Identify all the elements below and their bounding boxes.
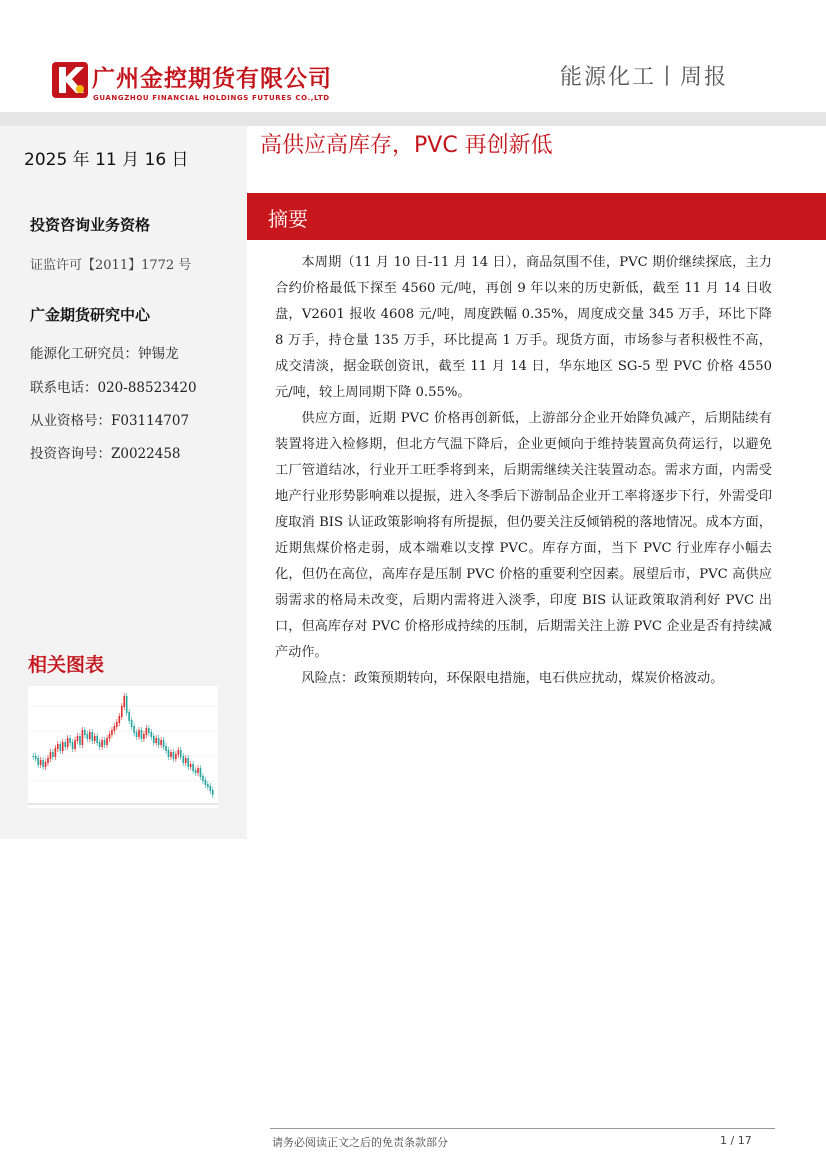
summary-body — [275, 250, 772, 692]
candle-body — [72, 742, 74, 749]
company-name-cn: 广州金控期货有限公司 — [92, 66, 332, 92]
candle-body — [79, 736, 81, 745]
footer-disclaimer: 请务必阅读正文之后的免责条款部分 — [272, 1136, 448, 1149]
summary-paragraph-outlook: 供应方面，近期 PVC 价格再创新低，上游部分企业开始降负减产，后期陆续有装置将进入检修期，但北方气温下降后，企业更倾向于维持装置高负荷运行，以避免工厂管道结冰，行业开工旺季将到来，后期需继续关注装置动态。需求方面，内需受地产行业形势影响难以提振，进入冬季后下游制品企业开工率将逐步下行，外需受印度取消 BIS 认证政策影响将有所提振，但仍要关注反倾销税的落地情况。成本方面，近期焦煤价格走弱，成本端难以支撑 PVC。库存方面，当下 PVC 行业库存小幅去化，但仍在高位，高库存是压制 PVC 价格的重要利空因素。展望后市，PVC 高供应弱需求的格局未改变，后期内需将进入淡季，印度 BIS 认证政策取消利好 PVC 出口，但高库存对 PVC 价格形成持续的压制，后期需关注上游 PVC 企业是否有持续减产动作。 — [275, 411, 772, 660]
candle-body — [42, 760, 44, 767]
candle-body — [207, 784, 209, 787]
candle-body — [202, 776, 204, 781]
report-date: 2025 年 11 月 16 日 — [24, 150, 189, 170]
summary-paragraph-risk: 风险点：政策预期转向，环保限电措施，电石供应扰动，煤炭价格波动。 — [301, 671, 724, 686]
related-charts-title: 相关图表 — [28, 654, 105, 676]
candle-body — [111, 730, 113, 735]
candle-body — [99, 742, 101, 747]
contact-phone: 联系电话：020-88523420 — [30, 380, 197, 396]
candle-body — [170, 752, 172, 757]
candle-body — [59, 744, 61, 751]
candle-body — [173, 752, 175, 759]
candle-body — [131, 720, 133, 727]
candle-body — [187, 758, 189, 767]
candle-body — [40, 760, 42, 765]
qualification-title: 投资咨询业务资格 — [30, 216, 151, 234]
candle-body — [121, 706, 123, 717]
candle-body — [101, 740, 103, 747]
candle-body — [77, 736, 79, 741]
company-name-en: GUANGZHOU FINANCIAL HOLDINGS FUTURES CO.,LTD — [93, 94, 330, 102]
candle-body — [109, 734, 111, 739]
candle-body — [62, 742, 64, 751]
candle-body — [168, 750, 170, 757]
candle-body — [143, 734, 145, 739]
candle-body — [150, 732, 152, 737]
candle-body — [141, 730, 143, 739]
report-title: 高供应高库存，PVC 再创新低 — [260, 133, 553, 158]
candle-body — [52, 752, 54, 757]
company-logo-icon — [52, 62, 88, 98]
related-chart-thumbnail — [28, 686, 218, 808]
candle-body — [74, 740, 76, 749]
candle-body — [47, 758, 49, 763]
candle-body — [160, 740, 162, 745]
candle-body — [212, 790, 214, 795]
candle-body — [138, 730, 140, 737]
analyst-name: 能源化工研究员：钟锡龙 — [30, 346, 179, 362]
candle-body — [128, 712, 130, 721]
candle-body — [180, 750, 182, 757]
candle-body — [87, 734, 89, 739]
candle-body — [104, 740, 106, 745]
candle-body — [158, 738, 160, 745]
advisory-license: 投资咨询号：Z0022458 — [30, 446, 181, 462]
candle-body — [200, 768, 202, 777]
candle-body — [178, 750, 180, 755]
candle-body — [50, 752, 52, 759]
candle-body — [94, 736, 96, 741]
research-center: 广金期货研究中心 — [30, 306, 151, 324]
candle-body — [67, 738, 69, 747]
candle-body — [209, 786, 211, 791]
candle-body — [195, 770, 197, 773]
candle-body — [116, 722, 118, 727]
summary-paragraph-market: 本周期（11 月 10 日-11 月 14 日），商品氛围不佳，PVC 期价继续探底，主力合约价格最低下探至 4560 元/吨，再创 9 年以来的历史新低，截至 11 月 14 日收盘，V2601 报收 4608 元/吨，周度跌幅 0.35%，周度成交量 345 万手，环比下降 8 万手，持仓量 135 万手，环比提高 1 万手。现货方面，市场参与者积极性不高，成交清淡，据金联创资讯，截至 11 月 14 日，华东地区 SG-5 型 PVC 价格 4550 元/吨，较上周同期下降 0.55%。 — [275, 255, 772, 400]
candle-body — [205, 780, 207, 785]
candle-body — [55, 748, 57, 757]
candle-body — [37, 758, 39, 765]
candle-body — [182, 756, 184, 763]
candle-body — [69, 738, 71, 743]
candle-body — [64, 742, 66, 747]
candle-body — [57, 744, 59, 749]
candle-body — [32, 756, 34, 757]
page-number: 1 / 17 — [720, 1134, 752, 1147]
candle-body — [175, 754, 177, 759]
candle-body — [185, 758, 187, 763]
candle-body — [148, 728, 150, 733]
candle-body — [197, 768, 199, 773]
candle-body — [136, 732, 138, 737]
header-band — [0, 112, 826, 126]
candle-body — [91, 732, 93, 741]
license-number: 证监许可【2011】1772 号 — [30, 258, 192, 273]
candle-body — [192, 764, 194, 771]
candle-body — [190, 764, 192, 767]
candle-body — [165, 746, 167, 751]
candle-body — [133, 726, 135, 733]
candle-body — [89, 732, 91, 739]
candle-body — [84, 730, 86, 735]
candle-body — [163, 740, 165, 747]
candle-body — [118, 716, 120, 723]
report-type: 能源化工丨周报 — [560, 65, 729, 90]
candle-body — [155, 738, 157, 743]
candle-body — [106, 738, 108, 745]
candle-body — [146, 728, 148, 735]
candle-body — [96, 736, 98, 743]
candle-body — [82, 730, 84, 745]
candle-body — [35, 756, 37, 759]
candle-body — [114, 726, 116, 731]
summary-banner — [247, 193, 826, 240]
footer-divider — [270, 1128, 775, 1129]
candle-body — [123, 696, 125, 707]
candle-body — [126, 696, 128, 713]
candle-body — [153, 736, 155, 743]
practice-license: 从业资格号：F03114707 — [30, 413, 190, 429]
summary-heading: 摘要 — [268, 207, 308, 231]
candle-body — [45, 762, 47, 767]
